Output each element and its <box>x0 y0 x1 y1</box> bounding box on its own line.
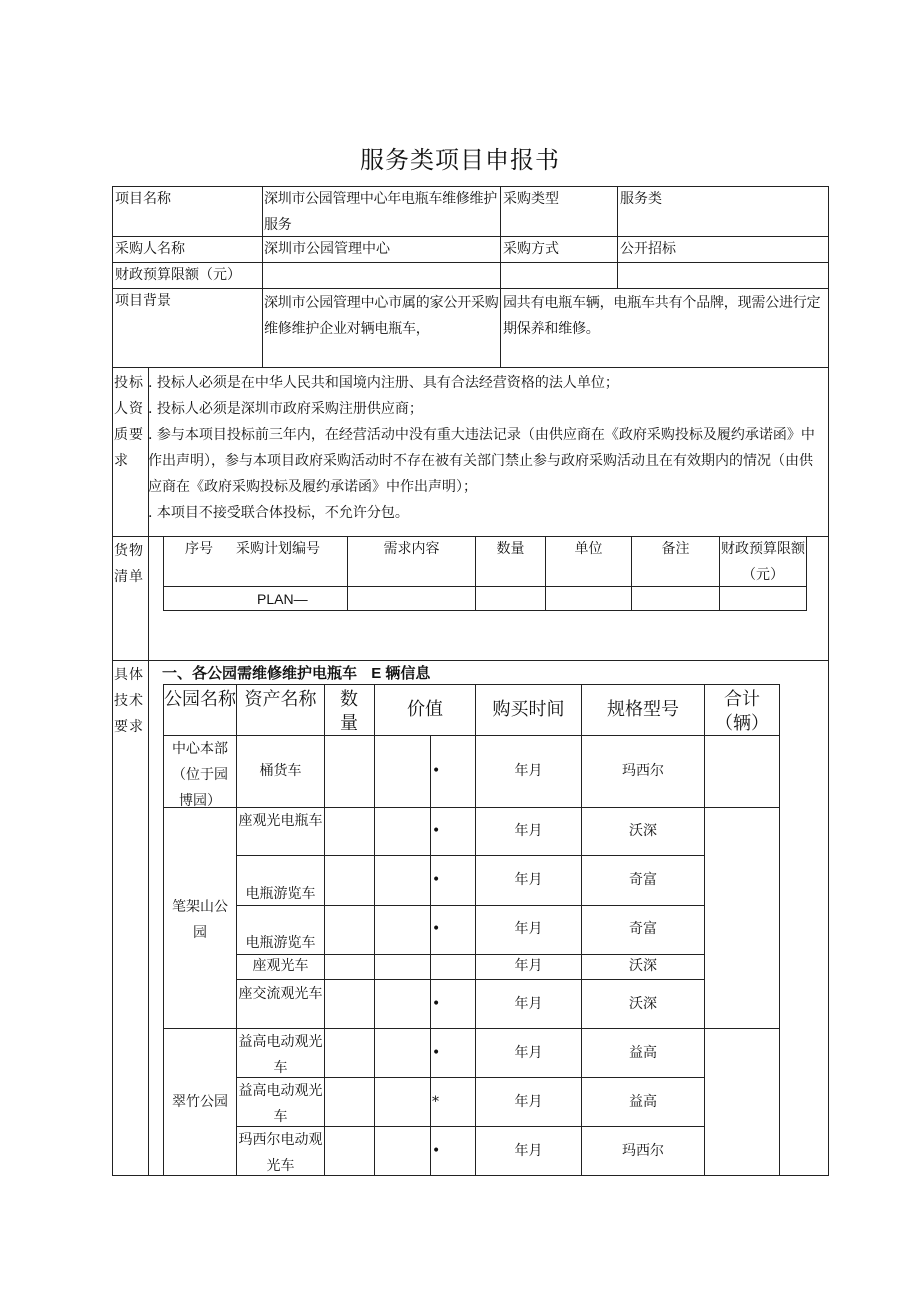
vehicle-model: 沃深 <box>629 958 657 974</box>
goods-header-budget: 财政预算限额（元） <box>721 541 805 583</box>
goods-plan-number: PLAN— <box>257 591 308 607</box>
goods-header-quantity: 数量 <box>496 541 525 557</box>
qualification-item: . 投标人必须是在中华人民共和国境内注册、具有合法经营资格的法人单位； <box>148 375 619 391</box>
vehicle-asset-name: 电瓶游览车 <box>245 935 316 951</box>
background-text-left: 深圳市公园管理中心市属的家公开采购维修维护企业对辆电瓶车， <box>264 295 499 337</box>
park-group-cuizhu: 翠竹公园 <box>172 1094 228 1110</box>
vehicle-purchase-time: 年月 <box>514 872 543 888</box>
vehicle-asset-name: 座交流观光车 <box>238 986 323 1002</box>
park-group-hq: 中心本部（位于园博园） <box>172 741 228 809</box>
vehicle-purchase-time: 年月 <box>514 823 543 839</box>
vehicle-header-park: 公园名称 <box>164 689 236 710</box>
vehicle-header-quantity: 数量 <box>340 689 358 734</box>
vehicle-value-mark: * <box>432 1094 439 1110</box>
purchase-type-label: 采购类型 <box>503 191 559 207</box>
application-form <box>112 186 829 1176</box>
project-name-label: 项目名称 <box>115 191 171 207</box>
purchaser-value: 深圳市公园管理中心 <box>264 241 390 257</box>
vehicle-model: 益高 <box>629 1045 657 1061</box>
vehicle-asset-name: 座观光电瓶车 <box>238 813 323 829</box>
vehicle-asset-name: 桶货车 <box>259 763 302 779</box>
qualification-list <box>148 370 826 526</box>
vehicle-model: 奇富 <box>629 921 657 937</box>
vehicle-asset-name: 玛西尔电动观光车 <box>238 1132 323 1174</box>
vehicle-asset-name: 益高电动观光车 <box>238 1083 323 1125</box>
vehicle-value-mark: • <box>432 872 441 888</box>
vehicle-purchase-time: 年月 <box>514 921 543 937</box>
vehicle-value-mark: • <box>432 996 441 1012</box>
vehicle-value-mark: • <box>432 921 441 937</box>
goods-header-index: 序号 <box>185 541 213 557</box>
vehicle-purchase-time: 年月 <box>514 958 543 974</box>
purchase-type-value: 服务类 <box>620 191 662 207</box>
vehicle-value-mark: • <box>432 763 441 779</box>
qualification-item: . 参与本项目投标前三年内，在经营活动中没有重大违法记录（由供应商在《政府采购投标及履约承诺函》中作出声明），参与本项目政府采购活动时不存在被有关部门禁止参与政府采购活动且在有效期内的情况（由供应商在《政府采购投标及履约承诺函》中作出声明）； <box>148 427 815 495</box>
vehicle-header-asset: 资产名称 <box>244 689 317 710</box>
goods-header-content: 需求内容 <box>383 541 440 557</box>
vehicle-model: 奇富 <box>629 872 657 888</box>
goods-header-remark: 备注 <box>661 541 690 557</box>
park-group-bijiashan: 笔架山公园 <box>172 899 228 941</box>
project-name-value: 深圳市公园管理中心年电瓶车维修维护服务 <box>264 191 497 233</box>
vehicle-asset-name: 电瓶游览车 <box>245 886 316 902</box>
purchase-method-label: 采购方式 <box>503 241 559 257</box>
vehicle-purchase-time: 年月 <box>514 1045 543 1061</box>
vehicle-purchase-time: 年月 <box>514 763 543 779</box>
background-text-right: 园共有电瓶车辆，电瓶车共有个品牌，现需公进行定期保养和维修。 <box>503 295 821 337</box>
goods-label: 货物清单 <box>114 543 144 585</box>
qualification-item: . 本项目不接受联合体投标，不允许分包。 <box>148 505 409 521</box>
vehicle-model: 玛西尔 <box>622 763 664 779</box>
vehicle-value-mark: • <box>432 823 441 839</box>
goods-header-unit: 单位 <box>574 541 603 557</box>
tech-section-title-b: E 辆信息 <box>371 665 431 682</box>
vehicle-model: 益高 <box>629 1094 657 1110</box>
qualification-item: . 投标人必须是深圳市政府采购注册供应商； <box>148 401 423 417</box>
vehicle-purchase-time: 年月 <box>514 996 543 1012</box>
qualification-label: 投标人资质要求 <box>114 375 144 469</box>
vehicle-header-purchase-time: 购买时间 <box>492 699 565 720</box>
vehicle-model: 玛西尔 <box>622 1143 664 1159</box>
tech-section-title-a: 一、各公园需维修维护电瓶车 <box>162 665 358 682</box>
vehicle-purchase-time: 年月 <box>514 1094 543 1110</box>
purchaser-label: 采购人名称 <box>115 241 185 257</box>
goods-header-plan-number: 采购计划编号 <box>236 541 320 557</box>
vehicle-header-total: 合计（辆） <box>715 689 769 734</box>
budget-label: 财政预算限额（元） <box>115 267 241 283</box>
page-title: 服务类项目申报书 <box>360 146 560 174</box>
background-label: 项目背景 <box>115 293 171 309</box>
vehicle-model: 沃深 <box>629 823 657 839</box>
tech-section-title <box>162 662 430 686</box>
vehicle-header-model: 规格型号 <box>607 699 679 720</box>
vehicle-asset-name: 座观光车 <box>252 958 309 974</box>
vehicle-header-value: 价值 <box>407 699 443 720</box>
vehicle-value-mark: • <box>432 1045 441 1061</box>
tech-label: 具体技术要求 <box>114 667 144 735</box>
vehicle-purchase-time: 年月 <box>514 1143 543 1159</box>
vehicle-asset-name: 益高电动观光车 <box>238 1034 323 1076</box>
vehicle-value-mark: • <box>432 1143 441 1159</box>
purchase-method-value: 公开招标 <box>620 241 676 257</box>
vehicle-model: 沃深 <box>629 996 657 1012</box>
